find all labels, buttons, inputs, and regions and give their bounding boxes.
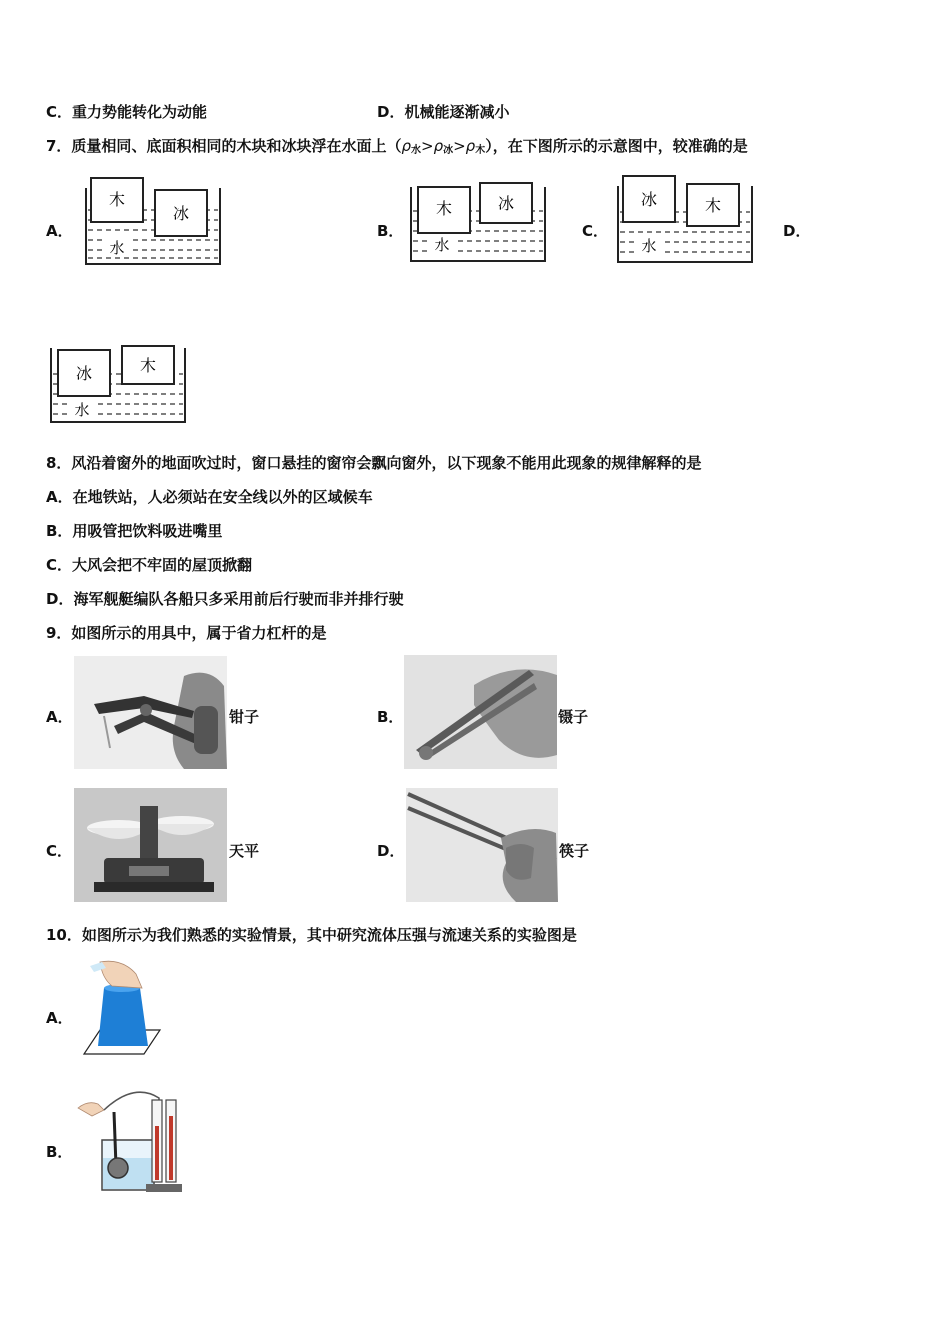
q8-option-d: D．海军舰艇编队各船只多采用前后行驶而非并排行驶 (46, 590, 404, 608)
q9-caption-b: 镊子 (558, 708, 589, 726)
q9-caption-d: 筷子 (559, 842, 590, 860)
q10-option-b-label: B． (46, 1143, 73, 1161)
chopsticks-photo (406, 788, 558, 902)
water-label: 水 (74, 401, 90, 419)
balance-photo (74, 788, 227, 902)
block-ice-label: 冰 (640, 190, 658, 209)
q8-option-a: A．在地铁站，人必须站在安全线以外的区域候车 (46, 488, 373, 506)
q9-caption-c: 天平 (229, 842, 260, 860)
block-wood-label: 木 (108, 190, 126, 209)
q7-option-b-label: B． (377, 222, 404, 240)
block-wood-label: 木 (435, 199, 453, 218)
q9-option-a-label: A． (46, 708, 73, 726)
q7-option-c-label: C． (582, 222, 609, 240)
block-wood-label: 木 (139, 356, 157, 375)
block-ice-label: 冰 (172, 204, 190, 223)
pliers-photo (74, 656, 227, 769)
q9-option-b-label: B． (377, 708, 404, 726)
q10-figure-b-pressure-gauge (74, 1086, 184, 1196)
q9-stem: 9．如图所示的用具中，属于省力杠杆的是 (46, 624, 327, 642)
water-label: 水 (434, 236, 450, 254)
q7-stem-post: ），在下图所示的示意图中，较准确的是 (485, 137, 748, 155)
block-wood-label: 木 (704, 196, 722, 215)
q8-stem: 8．风沿着窗外的地面吹过时，窗口悬挂的窗帘会飘向窗外，以下现象不能用此现象的规律解释的是 (46, 454, 702, 472)
rho-symbol: ρ (401, 137, 411, 155)
q6-option-c: C．重力势能转化为动能 (46, 103, 208, 121)
q7-figure-c (615, 174, 755, 266)
gt-symbol: > (453, 137, 466, 155)
rho-symbol: ρ (433, 137, 444, 155)
rho-symbol: ρ (465, 137, 476, 155)
q8-option-c: C．大风会把不牢固的屋顶掀翻 (46, 556, 253, 574)
q6-option-d: D．机械能逐渐减小 (377, 103, 510, 121)
water-label: 水 (109, 239, 125, 257)
q7-stem (46, 136, 748, 161)
q10-stem: 10．如图所示为我们熟悉的实验情景，其中研究流体压强与流速关系的实验图是 (46, 926, 577, 944)
block-ice-label: 冰 (497, 194, 515, 213)
q7-figure-b (408, 181, 548, 265)
q7-stem-pre: 7．质量相同、底面积相同的木块和冰块浮在水面上（ (46, 137, 402, 155)
q8-option-b: B．用吸管把饮料吸进嘴里 (46, 522, 223, 540)
tweezers-photo (404, 655, 557, 769)
q9-option-d-label: D． (377, 842, 405, 860)
q9-caption-a: 钳子 (229, 708, 260, 726)
sub-water: 水 (410, 145, 421, 156)
gt-symbol: > (420, 137, 434, 155)
q7-option-a-label: A． (46, 222, 73, 240)
q9-option-c-label: C． (46, 842, 73, 860)
sub-wood: 木 (475, 145, 486, 156)
block-ice-label: 冰 (75, 364, 93, 383)
sub-ice: 冰 (443, 145, 454, 156)
q10-option-a-label: A． (46, 1009, 73, 1027)
q7-figure-d (48, 344, 188, 426)
water-label: 水 (641, 237, 657, 255)
q7-figure-a (83, 176, 223, 268)
q10-figure-a-cup-card (82, 958, 162, 1058)
q7-option-d-label: D． (783, 222, 811, 240)
